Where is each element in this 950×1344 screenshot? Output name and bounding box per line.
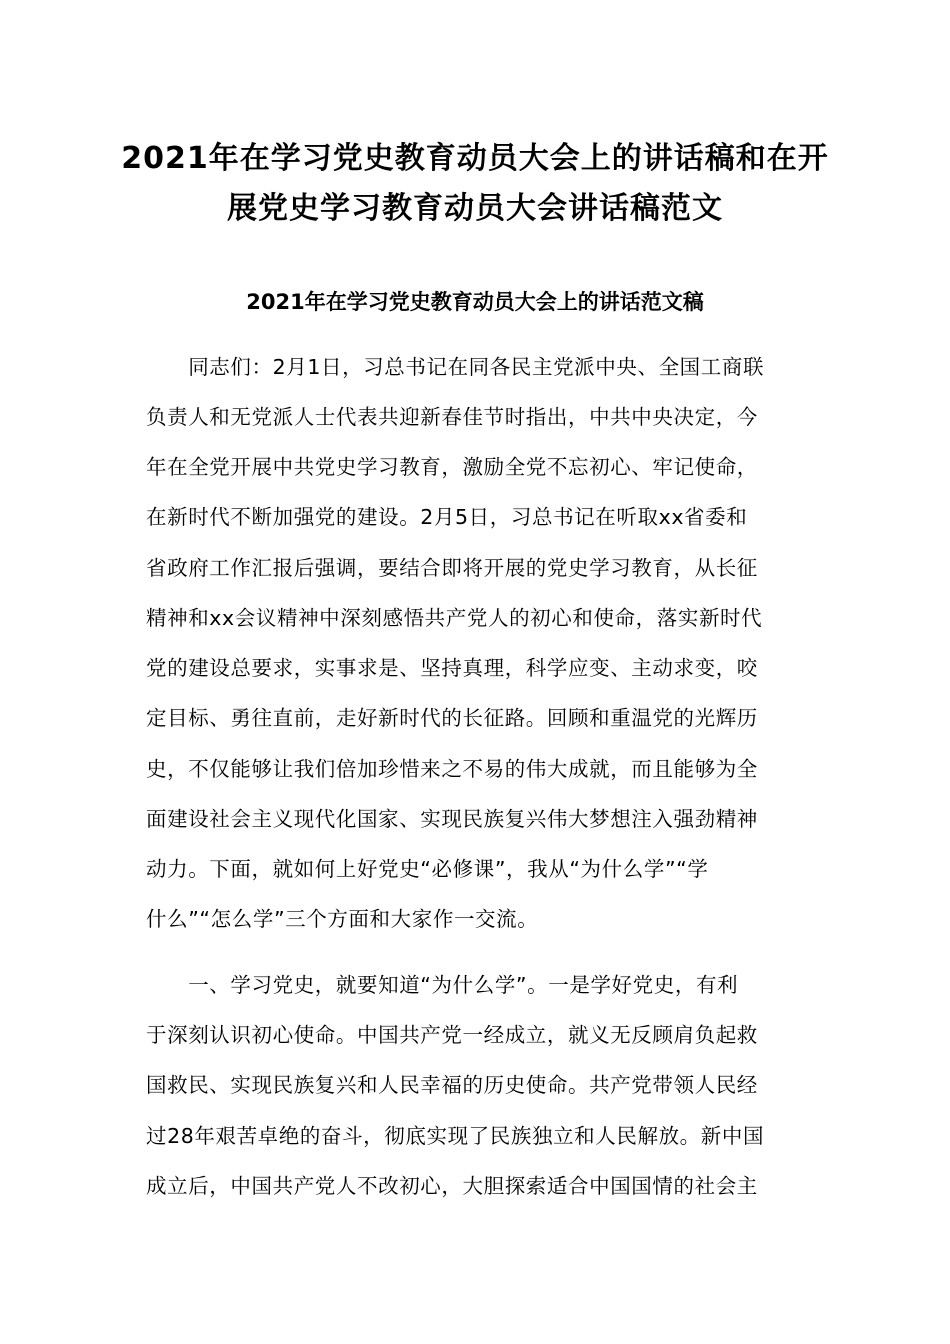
paragraph-line: 定目标、勇往直前，走好新时代的长征路。回顾和重温党的光辉历 — [146, 706, 758, 730]
section-subtitle: 2021年在学习党史教育动员大会上的讲话范文稿 — [246, 290, 704, 314]
document-title-line-1: 2021年在学习党史教育动员大会上的讲话稿和在开 — [121, 141, 829, 176]
paragraph-line: 同志们：2月1日，习总书记在同各民主党派中央、全国工商联 — [146, 355, 765, 379]
paragraph-line: 省政府工作汇报后强调，要结合即将开展的党史学习教育，从长征 — [146, 556, 758, 580]
paragraph-line: 一、学习党史，就要知道“为什么学”。一是学好党史，有利 — [146, 973, 739, 997]
document-title-line-2: 展党史学习教育动员大会讲话稿范文 — [227, 191, 723, 226]
paragraph-line: 史，不仅能够让我们倍加珍惜来之不易的伟大成就，而且能够为全 — [146, 757, 758, 781]
paragraph-line: 负责人和无党派人士代表共迎新春佳节时指出，中共中央决定，今 — [146, 405, 758, 429]
paragraph-line: 年在全党开展中共党史学习教育，激励全党不忘初心、牢记使命， — [146, 455, 758, 479]
paragraph-line: 精神和xx会议精神中深刻感悟共产党人的初心和使命，落实新时代 — [146, 606, 763, 630]
paragraph-line: 面建设社会主义现代化国家、实现民族复兴伟大梦想注入强劲精神 — [146, 807, 758, 831]
paragraph-line: 国救民、实现民族复兴和人民幸福的历史使命。共产党带领人民经 — [146, 1073, 758, 1097]
paragraph-line: 动力。下面，就如何上好党史“必修课”，我从“为什么学”“学 — [146, 857, 709, 881]
paragraph-line: 成立后，中国共产党人不改初心，大胆探索适合中国国情的社会主 — [146, 1174, 758, 1198]
paragraph-line: 在新时代不断加强党的建设。2月5日，习总书记在听取xx省委和 — [146, 505, 748, 529]
paragraph-line: 什么”“怎么学”三个方面和大家作一交流。 — [146, 907, 539, 931]
paragraph-line: 过28年艰苦卓绝的奋斗，彻底实现了民族独立和人民解放。新中国 — [146, 1124, 765, 1148]
paragraph-line: 党的建设总要求，实事求是、坚持真理，科学应变、主动求变，咬 — [146, 656, 758, 680]
paragraph-line: 于深刻认识初心使命。中国共产党一经成立，就义无反顾肩负起救 — [146, 1023, 758, 1047]
